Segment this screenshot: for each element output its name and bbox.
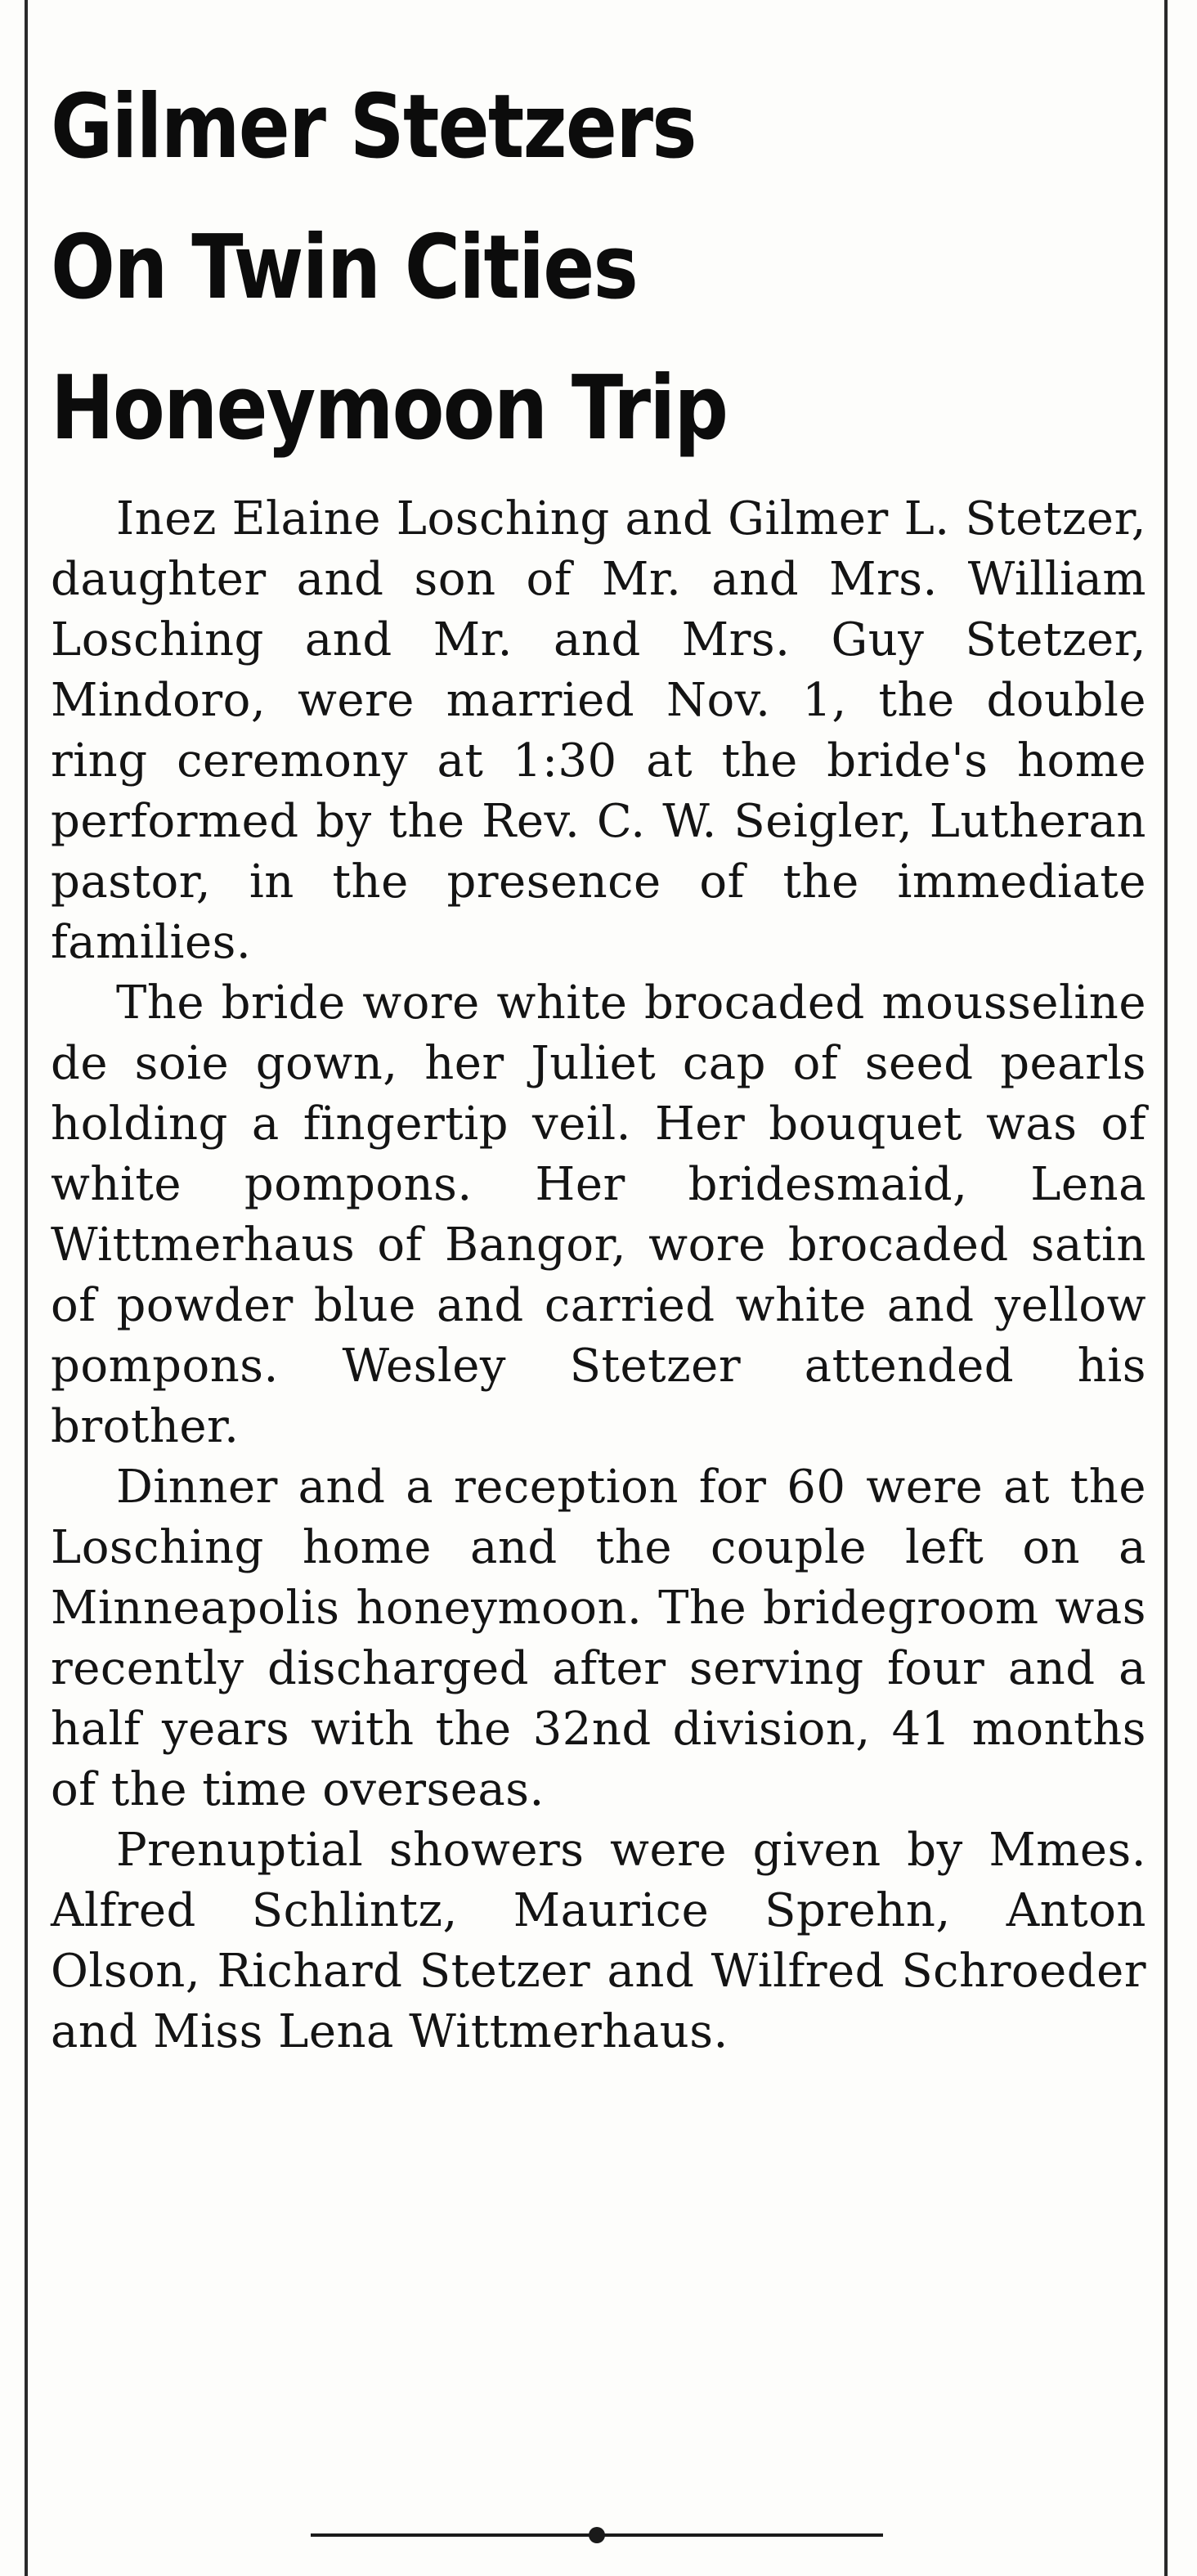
column-rule-right [1164,0,1168,2576]
column-rule-left [25,0,28,2576]
end-of-article-dot [589,2527,605,2543]
article-paragraph-3: Dinner and a reception for 60 were at the Losching home and the couple left on a Minneapolis honeymoon. The bridegroom was recently discharged after serving four and a half years with the 32nd division, 41 months of the time overseas. [51,1461,1146,1816]
article-body [51,489,1146,2062]
article-paragraph-2: The bride wore white brocaded mousseline de soie gown, her Juliet cap of seed pearls holding a fingertip veil. Her bouquet was of white pompons. Her bridesmaid, Lena Wittmerhaus of Bangor, wore brocaded satin of powder blue and carried white and yellow pompons. Wesley Stetzer attended his brother. [51,976,1146,1453]
headline [51,57,993,479]
article-paragraph-4: Prenuptial showers were given by Mmes. Alfred Schlintz, Maurice Sprehn, Anton Olson, Richard Stetzer and Wilfred Schroeder and Miss Lena Wittmerhaus. [51,1824,1146,2058]
article-paragraph-1: Inez Elaine Losching and Gilmer L. Stetzer, daughter and son of Mr. and Mrs. William Losching and Mr. and Mrs. Guy Stetzer, Mindoro, were married Nov. 1, the double ring ceremony at 1:30 at the bride's home performed by the Rev. C. W. Seigler, Lutheran pastor, in the presence of the immediate families. [51,492,1146,969]
headline-line-3: Honeymoon Trip [51,357,728,460]
headline-line-1: Gilmer Stetzers [51,76,696,178]
headline-line-2: On Twin Cities [51,217,638,319]
